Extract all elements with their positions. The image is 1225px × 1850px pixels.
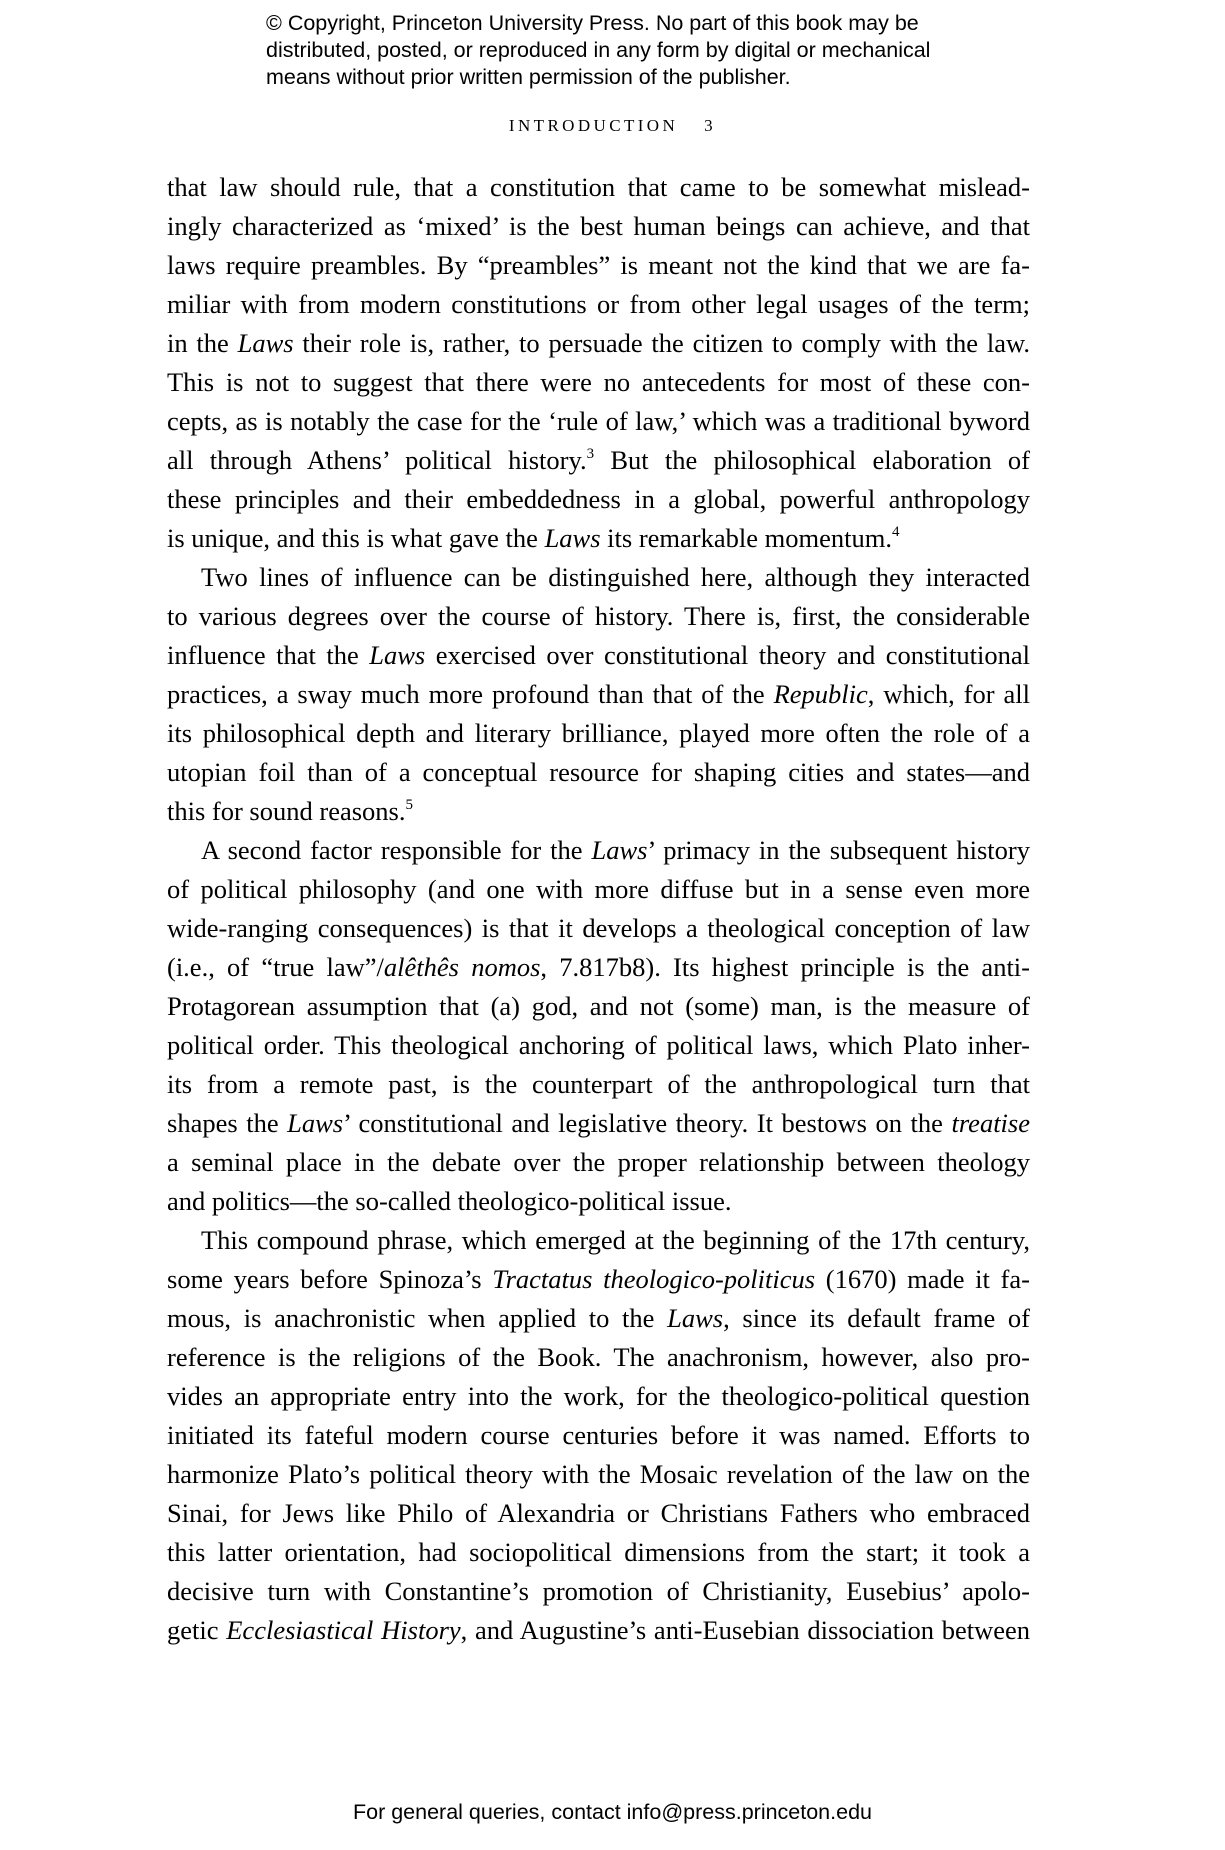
text-run: in the: [167, 328, 238, 358]
footnote-ref: 4: [891, 524, 900, 540]
text-line: [167, 831, 1030, 870]
italic-text: Tractatus theologico-politicus: [492, 1264, 816, 1294]
text-line: [167, 1416, 1030, 1455]
copyright-notice: [266, 10, 1026, 91]
text-run: utopian foil than of a conceptual resource for shaping cities and states—and: [167, 757, 1030, 787]
paragraph: [167, 558, 1030, 831]
text-line: [167, 441, 1030, 480]
text-run: (i.e., of “true law”/: [167, 952, 384, 982]
text-run: mous, is anachronistic when applied to the: [167, 1303, 668, 1333]
text-run: getic: [167, 1615, 227, 1645]
body-text: [167, 168, 1030, 1650]
text-run: exercised over constitutional theory and constitutional: [425, 640, 1030, 670]
text-run: and politics—the so-called theologico-political issue.: [167, 1186, 732, 1216]
text-run: A second factor responsible for the: [201, 835, 592, 865]
text-line: [167, 246, 1030, 285]
footnote-ref: 3: [586, 446, 595, 462]
text-line: [167, 948, 1030, 987]
text-run: laws require preambles. By “preambles” is meant not the kind that we are fa-: [167, 250, 1030, 280]
text-line: [167, 1026, 1030, 1065]
text-run: is unique, and this is what gave the: [167, 523, 545, 553]
text-line: [167, 1455, 1030, 1494]
text-run: wide-ranging consequences) is that it develops a theological conception of law: [167, 913, 1030, 943]
footer: [0, 1800, 1225, 1825]
text-run: ’ primacy in the subsequent history: [647, 835, 1030, 865]
text-line: [167, 792, 1030, 831]
italic-text: Laws: [369, 640, 426, 670]
text-line: [167, 1104, 1030, 1143]
text-run: its from a remote past, is the counterpart of the anthropological turn that: [167, 1069, 1030, 1099]
text-run: decisive turn with Constantine’s promotion of Christianity, Eusebius’ apolo-: [167, 1576, 1030, 1606]
text-run: of political philosophy (and one with more diffuse but in a sense even more: [167, 874, 1030, 904]
copyright-line: means without prior written permission of the publisher.: [266, 65, 791, 89]
text-run: cepts, as is notably the case for the ‘rule of law,’ which was a traditional byword: [167, 406, 1030, 436]
footer-contact: For general queries, contact info@press.princeton.edu: [352, 1800, 872, 1824]
text-line: [167, 363, 1030, 402]
text-line: [167, 636, 1030, 675]
text-line: [167, 714, 1030, 753]
text-line: [167, 324, 1030, 363]
running-head-section: INTRODUCTION: [508, 116, 679, 135]
copyright-line: © Copyright, Princeton University Press. No part of this book may be: [266, 11, 919, 35]
text-run: its remarkable momentum.: [600, 523, 892, 553]
text-run: all through Athens’ political history.: [167, 445, 587, 475]
text-line: [167, 168, 1030, 207]
text-line: [167, 1494, 1030, 1533]
text-line: [167, 207, 1030, 246]
text-run: these principles and their embeddedness in a global, powerful anthropology: [167, 484, 1030, 514]
text-run: influence that the: [167, 640, 370, 670]
text-run: miliar with from modern constitutions or from other legal usages of the term;: [167, 289, 1030, 319]
text-run: practices, a sway much more profound than that of the: [167, 679, 774, 709]
text-run: their role is, rather, to persuade the citizen to comply with the law.: [293, 328, 1030, 358]
text-line: [167, 1299, 1030, 1338]
italic-text: Laws: [544, 523, 601, 553]
text-run: (1670) made it fa-: [815, 1264, 1030, 1294]
text-line: [167, 597, 1030, 636]
paragraph: [167, 831, 1030, 1221]
page-number: 3: [704, 116, 717, 135]
text-run: its philosophical depth and literary brilliance, played more often the role of a: [167, 718, 1030, 748]
text-run: This compound phrase, which emerged at the beginning of the 17th century,: [201, 1225, 1030, 1255]
text-run: Protagorean assumption that (a) god, and not (some) man, is the measure of: [167, 991, 1030, 1021]
text-run: initiated its fateful modern course centuries before it was named. Efforts to: [167, 1420, 1030, 1450]
italic-text: Laws: [591, 835, 648, 865]
text-run: reference is the religions of the Book. The anachronism, however, also pro-: [167, 1342, 1030, 1372]
text-line: [167, 480, 1030, 519]
text-line: [167, 558, 1030, 597]
text-run: But the philosophical elaboration of: [594, 445, 1030, 475]
text-line: [167, 1182, 1030, 1221]
text-line: [167, 675, 1030, 714]
text-run: that law should rule, that a constitution that came to be somewhat mislead-: [167, 172, 1030, 202]
text-run: ’ constitutional and legislative theory. It bestows on the: [343, 1108, 952, 1138]
text-run: This is not to suggest that there were no antecedents for most of these con-: [167, 367, 1030, 397]
text-line: [167, 1065, 1030, 1104]
text-run: to various degrees over the course of history. There is, first, the considerable: [167, 601, 1030, 631]
italic-text: Laws: [237, 328, 294, 358]
text-line: [167, 753, 1030, 792]
text-line: [167, 402, 1030, 441]
text-run: some years before Spinoza’s: [167, 1264, 493, 1294]
italic-text: Laws: [287, 1108, 344, 1138]
text-run: , since its default frame of: [723, 1303, 1031, 1333]
text-run: Sinai, for Jews like Philo of Alexandria or Christians Fathers who embraced: [167, 1498, 1030, 1528]
text-run: this for sound reasons.: [167, 796, 406, 826]
text-line: [167, 870, 1030, 909]
text-run: shapes the: [167, 1108, 288, 1138]
text-run: , and Augustine’s anti-Eusebian dissociation between: [460, 1615, 1030, 1645]
text-line: [167, 519, 1030, 558]
text-line: [167, 1611, 1030, 1650]
italic-text: treatise: [951, 1108, 1030, 1138]
text-line: [167, 1338, 1030, 1377]
italic-text: alêthês nomos: [383, 952, 541, 982]
text-line: [167, 1221, 1030, 1260]
footnote-ref: 5: [405, 797, 413, 813]
italic-text: Laws: [667, 1303, 724, 1333]
text-line: [167, 1377, 1030, 1416]
text-run: this latter orientation, had sociopolitical dimensions from the start; it took a: [167, 1537, 1030, 1567]
italic-text: Ecclesiastical History: [226, 1615, 461, 1645]
running-head: [0, 116, 1225, 136]
text-run: a seminal place in the debate over the proper relationship between theology: [167, 1147, 1030, 1177]
text-run: ingly characterized as ‘mixed’ is the best human beings can achieve, and that: [167, 211, 1030, 241]
text-run: , 7.817b8). Its highest principle is the anti-: [540, 952, 1030, 982]
text-run: , which, for all: [867, 679, 1030, 709]
text-line: [167, 1572, 1030, 1611]
text-line: [167, 1143, 1030, 1182]
text-line: [167, 1260, 1030, 1299]
text-run: vides an appropriate entry into the work, for the theologico-political question: [167, 1381, 1030, 1411]
text-line: [167, 285, 1030, 324]
text-run: Two lines of influence can be distinguished here, although they interacted: [201, 562, 1030, 592]
text-line: [167, 987, 1030, 1026]
text-run: harmonize Plato’s political theory with the Mosaic revelation of the law on the: [167, 1459, 1030, 1489]
copyright-line: distributed, posted, or reproduced in any form by digital or mechanical: [266, 38, 931, 62]
text-line: [167, 1533, 1030, 1572]
text-run: political order. This theological anchoring of political laws, which Plato inher-: [167, 1030, 1030, 1060]
paragraph: [167, 168, 1030, 558]
paragraph: [167, 1221, 1030, 1650]
italic-text: Republic: [773, 679, 868, 709]
text-line: [167, 909, 1030, 948]
